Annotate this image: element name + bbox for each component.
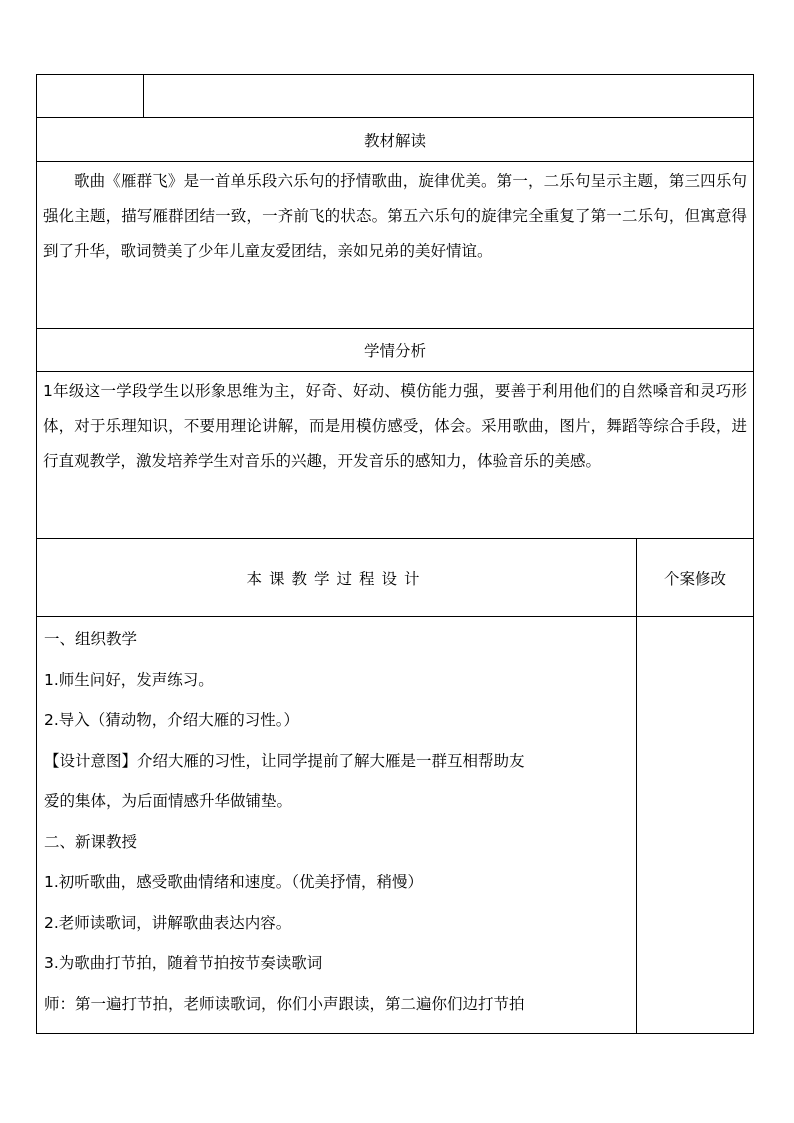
header-value-cell [144, 75, 754, 118]
process-line: 2.老师读歌词，讲解歌曲表达内容。 [44, 913, 292, 932]
students-body-row [37, 372, 754, 539]
process-line: 3.为歌曲打节拍，随着节拍按节奏读歌词 [44, 954, 323, 972]
process-body-row [37, 617, 754, 1034]
process-line: 一、组织教学 [44, 630, 138, 648]
textbook-heading-row [37, 118, 754, 162]
header-label-cell [37, 75, 144, 118]
students-heading: 学情分析 [37, 329, 754, 372]
process-heading-row [37, 539, 754, 617]
lesson-plan-table [36, 74, 754, 1034]
revision-heading: 个案修改 [637, 539, 754, 617]
lesson-plan-document [36, 74, 753, 1034]
process-line: 【设计意图】介绍大雁的习性，让同学提前了解大雁是一群互相帮助友 [44, 751, 525, 770]
textbook-heading: 教材解读 [37, 118, 754, 162]
process-line: 1.师生问好，发声练习。 [44, 670, 214, 689]
process-body [37, 617, 637, 1034]
students-body: 1年级这一学段学生以形象思维为主，好奇、好动、模仿能力强，要善于利用他们的自然嗓音和灵巧形体，对于乐理知识，不要用理论讲解，而是用模仿感受，体会。采用歌曲，图片，舞蹈等综合手段，进行直观教学，激发培养学生对音乐的兴趣，开发音乐的感知力，体验音乐的美感。 [43, 382, 747, 470]
textbook-body: 歌曲《雁群飞》是一首单乐段六乐句的抒情歌曲，旋律优美。第一，二乐句呈示主题，第三四乐句强化主题，描写雁群团结一致，一齐前飞的状态。第五六乐句的旋律完全重复了第一二乐句，但寓意得到了升华，歌词赞美了少年儿童友爱团结，亲如兄弟的美好情谊。 [43, 172, 747, 260]
process-line: 1.初听歌曲，感受歌曲情绪和速度。（优美抒情，稍慢） [44, 873, 424, 891]
students-heading-row [37, 329, 754, 372]
header-row [37, 75, 754, 118]
revision-cell [637, 617, 754, 1034]
process-line: 二、新课教授 [44, 832, 138, 851]
process-line: 师：第一遍打节拍，老师读歌词，你们小声跟读，第二遍你们边打节拍 [44, 994, 525, 1013]
process-line: 爱的集体，为后面情感升华做铺垫。 [44, 792, 293, 810]
process-line: 2.导入（猜动物，介绍大雁的习性。） [44, 711, 300, 729]
textbook-body-row [37, 162, 754, 329]
process-heading: 本课教学过程设计 [246, 569, 427, 588]
